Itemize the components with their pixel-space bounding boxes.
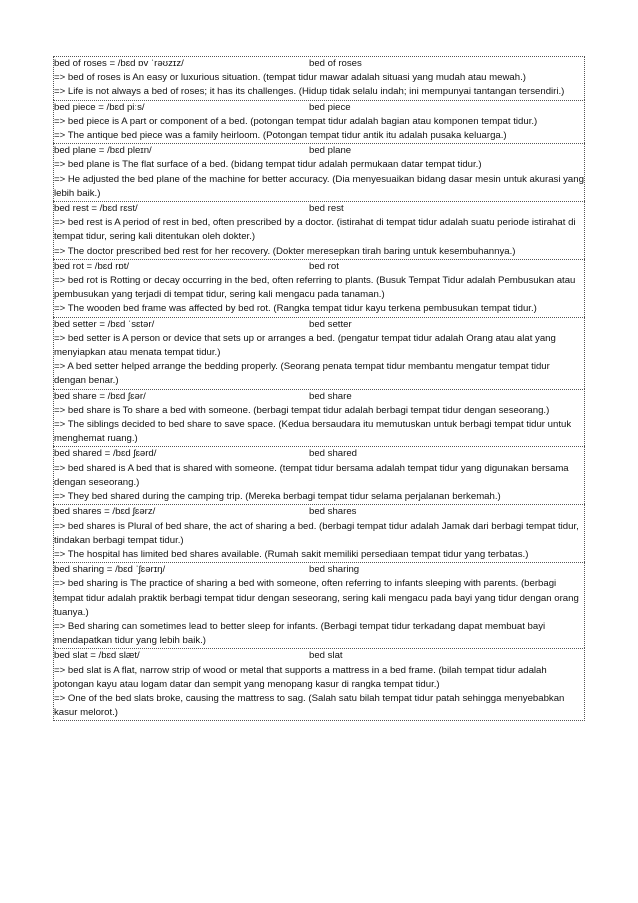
entry-header bbox=[54, 144, 584, 158]
entry-word: bed of roses bbox=[309, 58, 362, 69]
entry-meaning: => bed shares is Plural of bed share, the act of sharing a bed. (berbagi tempat tidur adalah Jamak dari berbagi tempat tidur, tindakan berbagi tempat tidur.) bbox=[54, 520, 579, 546]
entry-example: => The hospital has limited bed shares available. (Rumah sakit memiliki persediaan tempat tidur yang terbatas.) bbox=[54, 548, 529, 560]
dictionary-entry bbox=[53, 648, 585, 721]
entry-meaning: => bed of roses is An easy or luxurious situation. (tempat tidur mawar adalah situasi yang mudah atau mewah.) bbox=[54, 72, 526, 84]
dictionary-entry bbox=[53, 259, 585, 317]
dictionary-entry bbox=[53, 143, 585, 201]
entry-pronunciation: bed setter = /bɛd ˈsɛtər/ bbox=[54, 318, 155, 330]
entry-word: bed plane bbox=[309, 145, 352, 157]
entry-header bbox=[54, 390, 584, 404]
dictionary-entry bbox=[53, 446, 585, 504]
entry-pronunciation: bed plane = /bɛd pleɪn/ bbox=[54, 145, 152, 157]
entry-word: bed rot bbox=[309, 260, 339, 272]
dictionary-entry bbox=[53, 562, 585, 648]
entry-example: => The doctor prescribed bed rest for her recovery. (Dokter meresepkan tirah baring untuk kesembuhannya.) bbox=[54, 245, 516, 257]
entry-pronunciation: bed shares = /bɛd ʃɛərz/ bbox=[54, 506, 156, 518]
entry-header bbox=[54, 447, 584, 461]
entry-header bbox=[54, 649, 584, 663]
entry-header bbox=[54, 57, 584, 71]
entry-header bbox=[54, 202, 584, 216]
entry-word: bed rest bbox=[309, 203, 344, 215]
entry-word: bed share bbox=[309, 390, 352, 402]
entry-word: bed slat bbox=[309, 650, 343, 662]
entry-meaning: => bed rest is A period of rest in bed, often prescribed by a doctor. (istirahat di tempat tidur adalah suatu periode istirahat di tempat tidur, sering kali ditentukan oleh dokter.) bbox=[54, 217, 576, 243]
entry-word: bed sharing bbox=[309, 564, 360, 576]
dictionary-entry bbox=[53, 56, 585, 100]
entry-meaning: => bed shared is A bed that is shared with someone. (tempat tidur bersama adalah tempat tidur yang digunakan bersama dengan seseorang.) bbox=[54, 462, 569, 488]
entry-pronunciation: bed slat = /bɛd slæt/ bbox=[54, 650, 140, 662]
dictionary-entry bbox=[53, 504, 585, 562]
entry-pronunciation: bed rest = /bɛd rɛst/ bbox=[54, 203, 138, 215]
entry-example: => The wooden bed frame was affected by bed rot. (Rangka tempat tidur kayu terkena pembusukan tempat tidur.) bbox=[54, 303, 537, 315]
entry-pronunciation: bed of roses = /bɛd ɒv ˈrəʊzɪz/ bbox=[54, 58, 184, 69]
entry-example: => He adjusted the bed plane of the machine for better accuracy. (Dia menyesuaikan bidang dasar mesin untuk akurasi yang lebih baik.) bbox=[54, 173, 584, 199]
entry-pronunciation: bed piece = /bɛd piːs/ bbox=[54, 101, 145, 113]
entry-meaning: => bed slat is A flat, narrow strip of wood or metal that supports a mattress in a bed frame. (bilah tempat tidur adalah potongan kayu atau logam datar dan sempit yang menopang kasur di rangka tempat tidur.) bbox=[54, 664, 547, 690]
entry-word: bed setter bbox=[309, 318, 352, 330]
entry-word: bed piece bbox=[309, 101, 351, 113]
dictionary-entry bbox=[53, 317, 585, 389]
entry-meaning: => bed sharing is The practice of sharing a bed with someone, often referring to infants sleeping with parents. (berbagi tempat tidur adalah praktik berbagi tempat tidur dengan seseorang, sering kali mengacu pada bayi yang tidur dengan orang tuanya.) bbox=[54, 578, 579, 618]
entry-header bbox=[54, 563, 584, 577]
entry-meaning: => bed plane is The flat surface of a bed. (bidang tempat tidur adalah permukaan datar tempat tidur.) bbox=[54, 159, 482, 171]
dictionary-entry bbox=[53, 201, 585, 259]
entry-pronunciation: bed shared = /bɛd ʃɛərd/ bbox=[54, 448, 157, 460]
entry-meaning: => bed setter is A person or device that sets up or arranges a bed. (pengatur tempat tidur adalah Orang atau alat yang menyiapkan atau menata tempat tidur.) bbox=[54, 332, 556, 359]
entry-word: bed shared bbox=[309, 448, 358, 460]
entry-header bbox=[54, 318, 584, 332]
entry-example: => Life is not always a bed of roses; it has its challenges. (Hidup tidak selalu indah; ini mempunyai tantangan tersendiri.) bbox=[54, 86, 565, 98]
entry-example: => The siblings decided to bed share to save space. (Kedua bersaudara itu memutuskan untuk berbagi tempat tidur untuk menghemat ruang.) bbox=[54, 419, 572, 445]
entry-pronunciation: bed rot = /bɛd rɒt/ bbox=[54, 260, 130, 272]
entry-pronunciation: bed sharing = /bɛd ˈʃɛərɪŋ/ bbox=[54, 564, 166, 576]
entry-example: => They bed shared during the camping trip. (Mereka berbagi tempat tidur selama perjalanan berkemah.) bbox=[54, 491, 501, 503]
dictionary-entry bbox=[53, 389, 585, 447]
entry-meaning: => bed share is To share a bed with someone. (berbagi tempat tidur adalah berbagi tempat tidur dengan seseorang.) bbox=[54, 404, 550, 416]
entry-example: => A bed setter helped arrange the bedding properly. (Seorang penata tempat tidur membantu mengatur tempat tidur dengan benar.) bbox=[54, 361, 550, 387]
entry-example: => Bed sharing can sometimes lead to better sleep for infants. (Berbagi tempat tidur terkadang dapat membuat bayi mendapatkan tidur yang lebih baik.) bbox=[54, 620, 546, 647]
entry-example: => The antique bed piece was a family heirloom. (Potongan tempat tidur antik itu adalah pusaka keluarga.) bbox=[54, 130, 507, 142]
entry-example: => One of the bed slats broke, causing the mattress to sag. (Salah satu bilah tempat tidur patah sehingga menyebabkan kasur melorot.) bbox=[54, 692, 565, 719]
entry-header bbox=[54, 101, 584, 115]
entry-pronunciation: bed share = /bɛd ʃɛər/ bbox=[54, 390, 146, 402]
dictionary-entry bbox=[53, 100, 585, 144]
entry-meaning: => bed piece is A part or component of a bed. (potongan tempat tidur adalah bagian atau komponen tempat tidur.) bbox=[54, 115, 538, 127]
entry-header bbox=[54, 260, 584, 274]
entry-word: bed shares bbox=[309, 506, 357, 518]
entry-meaning: => bed rot is Rotting or decay occurring in the bed, often referring to plants. (Busuk Tempat Tidur adalah Pembusukan atau pembusukan yang terjadi di tempat tidur, sering kali mengacu pada tanaman.) bbox=[54, 275, 576, 301]
entry-header bbox=[54, 505, 584, 519]
dictionary-page bbox=[53, 56, 585, 721]
